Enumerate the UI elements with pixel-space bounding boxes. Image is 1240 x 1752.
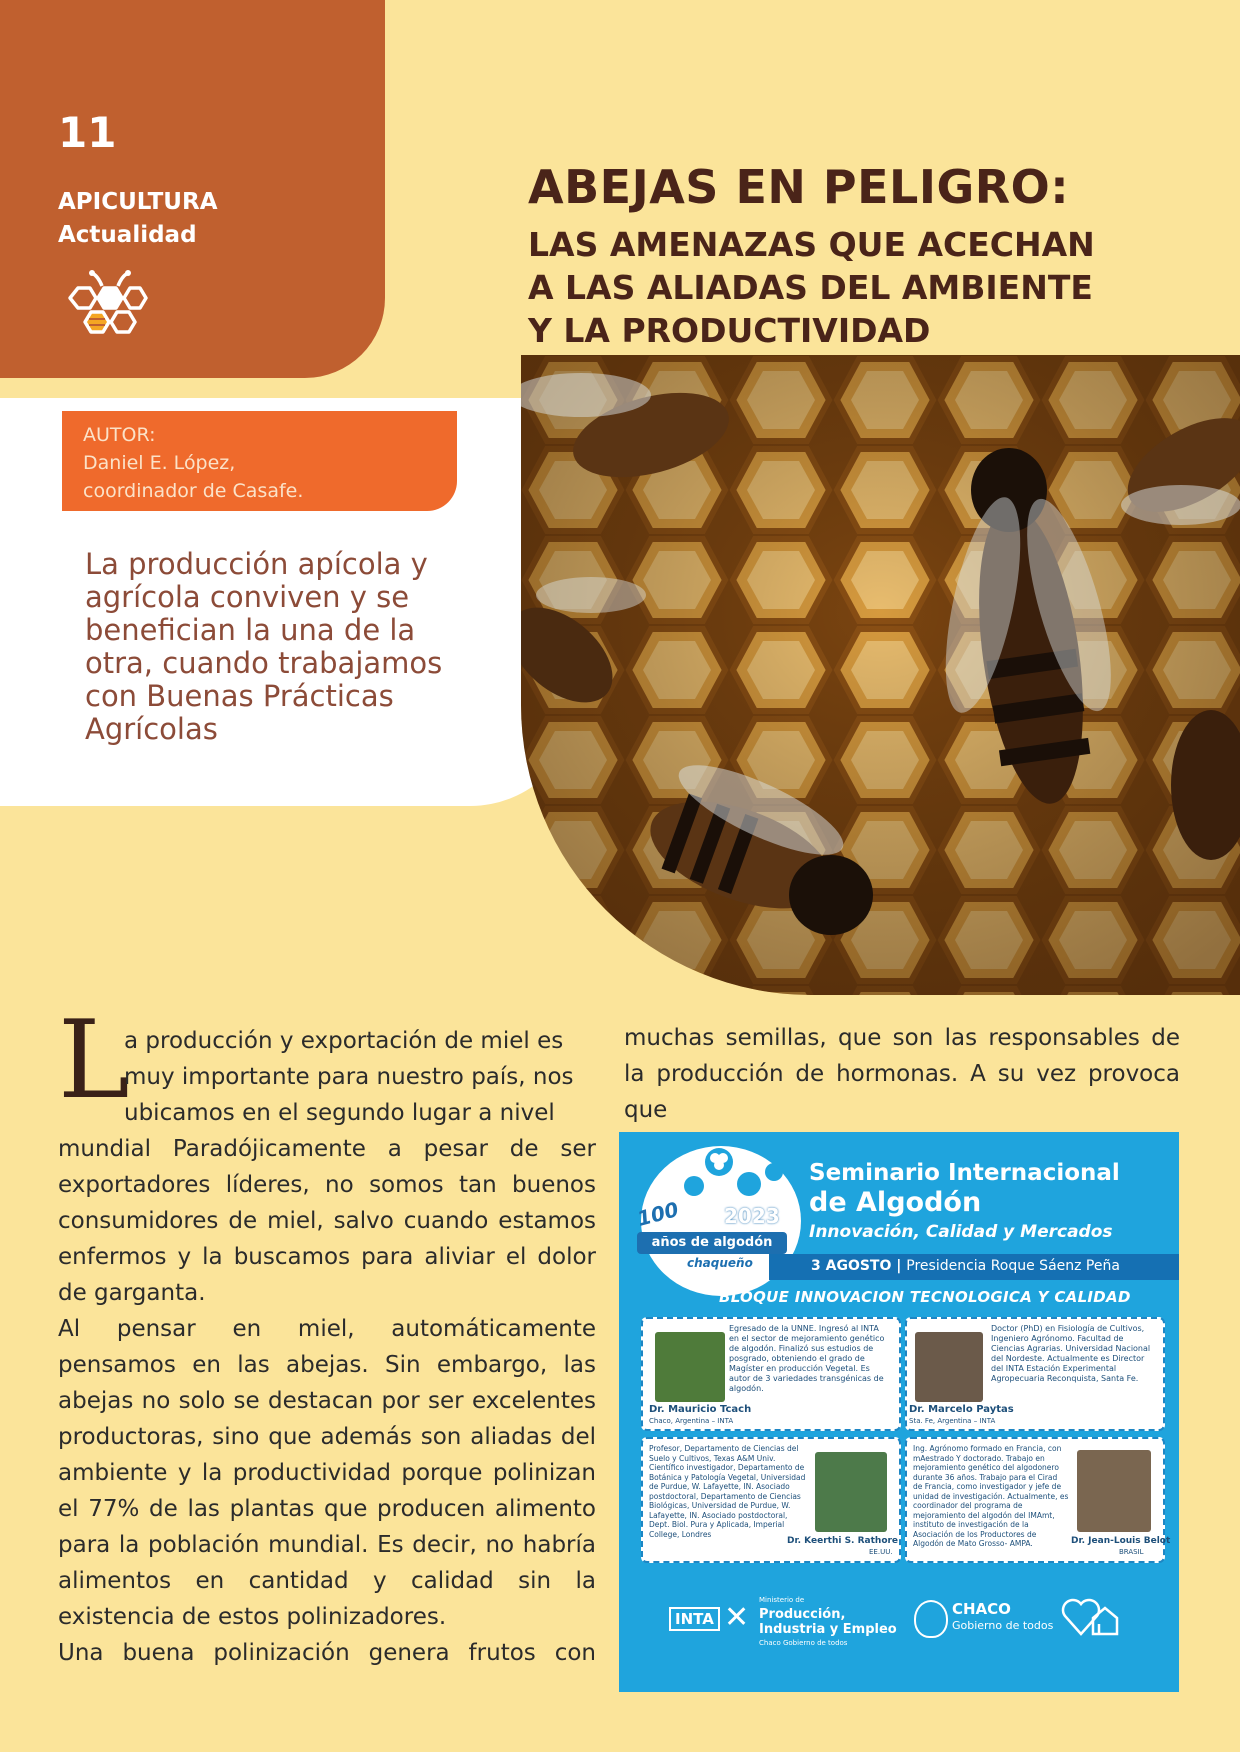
inta-logo: INTA (669, 1607, 720, 1631)
ministry-sub: Chaco Gobierno de todos (759, 1639, 848, 1647)
speaker-name: Dr. Marcelo Paytas (909, 1404, 1014, 1415)
ministry-small: Ministerio de (759, 1596, 805, 1604)
speaker-bio: Profesor, Departamento de Ciencias del Suelo y Cultivos, Texas A&M Univ. Científico investigador, Departamento de Botánica y Patología Vegetal, Universidad de Purdue, W. Lafayette, IN. Asociado postdoctoral, Departamento de Ciencias Biológicas, Universidad de Purdue, W. Lafayette, IN. Asociado postdoctoral, Dept. Biol. Pura y Aplicada, Imperial College, Londres (649, 1444, 806, 1539)
speaker-name: Dr. Keerthi S. Rathore (787, 1536, 899, 1546)
speaker-bio: Doctor (PhD) en Fisiología de Cultivos, Ingeniero Agrónomo. Facultad de Ciencias Agrarias. Universidad Nacional del Nordeste. Actualmente es Director del INTA Estación Experimental Agropecuaria Reconquista, Santa Fe. (991, 1324, 1151, 1383)
speaker-photo (655, 1332, 725, 1402)
seminar-date: 3 AGOSTO | Presidencia Roque Sáenz Peña (811, 1258, 1120, 1274)
speaker-origin: Chaco, Argentina – INTA (649, 1417, 734, 1425)
province-shield-icon (914, 1600, 948, 1638)
badge-sub: chaqueño (687, 1256, 753, 1270)
speaker-origin: Sta. Fe, Argentina – INTA (909, 1417, 996, 1425)
author-role: coordinador de Casafe. (83, 480, 304, 502)
article-title: ABEJAS EN PELIGRO: (528, 160, 1070, 214)
separator-x-icon: ✕ (724, 1600, 750, 1635)
paragraph: Una buena polinización genera frutos con (58, 1640, 596, 1666)
paragraph-text: mundial Paradójicamente a pesar de ser exportadores líderes, no somos tan buenos consumidores de miel, salvo cuando estamos enfermos y la buscamos para aliviar el dolor de garganta. (58, 1136, 596, 1306)
paragraph: Al pensar en miel, automáticamente pensamos en las abejas. Sin embargo, las abejas no solo se destacan por ser excelentes productoras, sino que además son aliadas del ambiente y la productividad porque polinizan el 77% de las plantas que producen alimento para la población mundial. Es decir, no habría alimentos en cantidad y calidad sin la existencia de estos polinizadores. (58, 1316, 596, 1630)
badge-year: 2023 (724, 1204, 780, 1228)
article-subtitle (528, 223, 1095, 352)
chaco-sub: Gobierno de todos (952, 1619, 1054, 1632)
drop-cap: L (58, 998, 130, 1123)
subtitle-line: Y LA PRODUCTIVIDAD (528, 311, 931, 350)
page-number: 11 (58, 108, 117, 157)
ministry-name-1: Producción, (759, 1607, 846, 1622)
subtitle-line: LAS AMENAZAS QUE ACECHAN (528, 225, 1095, 264)
speaker-photo (815, 1452, 887, 1532)
author-label: AUTOR: (83, 424, 156, 446)
speaker-photo (1077, 1450, 1151, 1532)
ministry-name-2: Industria y Empleo (759, 1622, 897, 1637)
speaker-bio: Ing. Agrónomo formado en Francia, con mAestrado Y doctorado. Trabajo en mejoramiento genético del algodonero durante 36 años. Trabajo para el Cirad de Francia, como investigador y jefe de unidad de investigación. Actualmente, es coordinador del programa de mejoramiento del algodón del IMAmt, instituto de investigación de la Asociación de los Productores de Algodón de Mato Grosso- AMPA. (913, 1444, 1069, 1548)
bees-honeycomb-photo (521, 355, 1240, 995)
body-column-2 (624, 1020, 1180, 1128)
paragraph: muchas semillas, que son las responsables de la producción de hormonas. A su vez provoca que (624, 1025, 1180, 1123)
speaker-origin: BRASIL (1119, 1548, 1144, 1556)
paragraph (58, 1023, 596, 1311)
author-name: Daniel E. López, (83, 452, 236, 474)
dropcap-line: a producción y exportación de miel es (124, 1028, 564, 1054)
date: 3 AGOSTO (811, 1258, 892, 1274)
speaker-name: Dr. Jean-Louis Belot (1071, 1536, 1171, 1546)
cotton-icons (679, 1142, 789, 1202)
block-title: BLOQUE INNOVACION TECNOLOGICA Y CALIDAD (719, 1288, 1131, 1306)
subtitle-line: A LAS ALIADAS DEL AMBIENTE (528, 268, 1093, 307)
speaker-bio: Egresado de la UNNE. Ingresó al INTA en el sector de mejoramiento genético de algodón. Finalizó sus estudios de posgrado, obteniendo el grado de Magíster en producción Vegetal. Es autor de 3 variedades transgénicas de algodón. (729, 1324, 885, 1393)
badge-number: 100 (634, 1197, 682, 1231)
body-column-1 (58, 1023, 596, 1671)
heart-house-icon (1059, 1594, 1119, 1642)
subsection-name: Actualidad (58, 222, 197, 248)
chaco-name: CHACO (952, 1600, 1011, 1618)
author-text (83, 421, 303, 505)
honeycomb-bee-icon (58, 268, 148, 342)
venue: Presidencia Roque Sáenz Peña (906, 1258, 1120, 1274)
lead-paragraph: La producción apícola y agrícola conviven y se benefician la una de la otra, cuando trabajamos con Buenas Prácticas Agrícolas (85, 547, 443, 746)
speaker-name: Dr. Mauricio Tcach (649, 1404, 752, 1415)
seminar-flyer (619, 1132, 1179, 1692)
ministry-logo (759, 1594, 897, 1650)
seminar-subtitle: Innovación, Calidad y Mercados (809, 1222, 1113, 1242)
dropcap-line: ubicamos en el segundo lugar a nivel (124, 1100, 555, 1126)
chaco-logo (952, 1600, 1053, 1634)
seminar-title-2: de Algodón (809, 1187, 982, 1218)
speaker-origin: EE.UU. (869, 1548, 893, 1556)
speaker-photo (915, 1332, 983, 1402)
dropcap-line: muy importante para nuestro país, nos (124, 1064, 574, 1090)
seminar-title-1: Seminario Internacional (809, 1160, 1120, 1186)
section-name: APICULTURA (58, 189, 218, 215)
badge-label: años de algodón (637, 1232, 787, 1254)
section-label (58, 186, 218, 252)
